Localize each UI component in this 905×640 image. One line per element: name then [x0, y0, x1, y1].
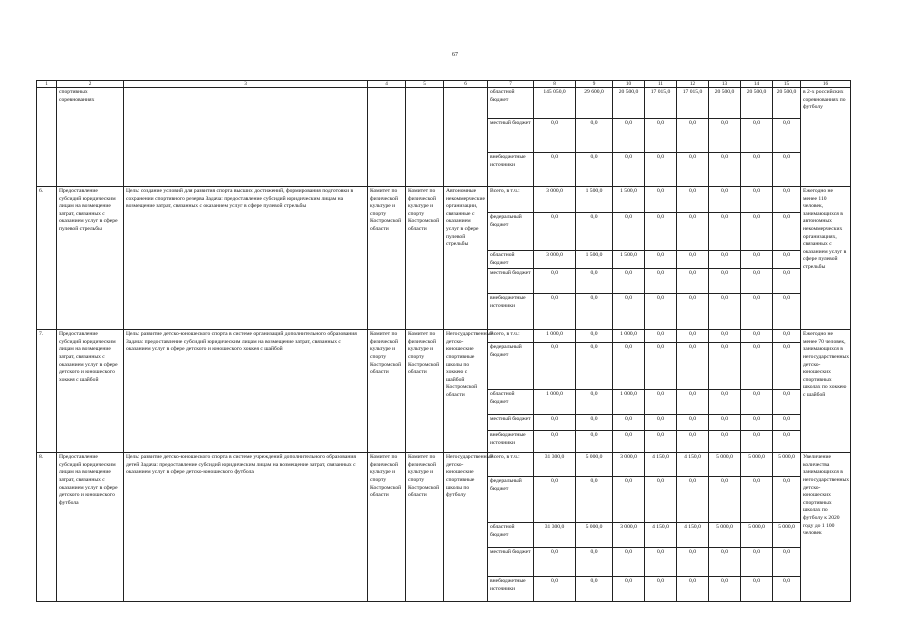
funding-source: Всего, в т.ч.:	[488, 330, 534, 343]
value-cell: 0,0	[677, 187, 709, 213]
value-cell: 0,0	[773, 415, 801, 431]
value-cell: 0,0	[613, 431, 645, 453]
header-row	[37, 81, 851, 88]
value-cell: 0,0	[576, 548, 613, 577]
value-cell: 0,0	[741, 330, 773, 343]
value-cell: 0,0	[645, 390, 677, 415]
value-cell: 17 015,0	[645, 88, 677, 119]
value-cell: 5 000,0	[741, 453, 773, 477]
measure-name	[57, 187, 124, 330]
value-cell: 0,0	[773, 119, 801, 153]
value-cell: 0,0	[645, 343, 677, 390]
value-cell: 0,0	[709, 390, 741, 415]
measure-description	[124, 88, 368, 187]
funding-source: местный бюджет	[488, 119, 534, 153]
value-cell: 0,0	[741, 153, 773, 187]
header-cell: 7	[488, 81, 534, 88]
value-cell: 0,0	[613, 294, 645, 330]
value-cell: 0,0	[741, 477, 773, 523]
value-cell: 0,0	[645, 294, 677, 330]
measure-name-text: спортивных соревнованиях	[59, 89, 95, 103]
funding-source: местный бюджет	[488, 269, 534, 294]
header-cell: 4	[368, 81, 406, 88]
value-cell: 0,0	[576, 577, 613, 602]
value-cell: 0,0	[613, 477, 645, 523]
value-cell: 0,0	[613, 577, 645, 602]
responsible-executor	[368, 453, 406, 602]
funding-source: федеральный бюджет	[488, 477, 534, 523]
header-cell: 8	[534, 81, 576, 88]
value-cell: 4 150,0	[645, 523, 677, 548]
funding-source: внебюджетные источники	[488, 577, 534, 602]
responsible-executor	[368, 88, 406, 187]
value-cell: 0,0	[645, 153, 677, 187]
recipient-text: Негосударственные детско-юношеские спортивные школы по хоккею с шайбой Костромской области	[446, 331, 493, 398]
funding-source: внебюджетные источники	[488, 431, 534, 453]
value-cell: 0,0	[677, 213, 709, 251]
co-executor	[406, 330, 444, 453]
measure-description-text: Цель: развитие детско-юношеского спорта в системе учреждений дополнительного образования детей Задача: предоставление субсидий юридическим лицам на возмещение затрат, связанных с оказанием услуг в сфере детско-юношеского футбола	[126, 454, 356, 476]
value-cell: 4 150,0	[677, 523, 709, 548]
funding-source: областной бюджет	[488, 251, 534, 269]
value-cell: 5 000,0	[709, 523, 741, 548]
value-cell: 0,0	[645, 415, 677, 431]
value-cell: 0,0	[677, 343, 709, 390]
funding-source: внебюджетные источники	[488, 153, 534, 187]
value-cell: 0,0	[709, 153, 741, 187]
value-cell: 3 000,0	[613, 453, 645, 477]
value-cell: 1 500,0	[613, 251, 645, 269]
value-cell: 0,0	[709, 577, 741, 602]
value-cell: 0,0	[741, 548, 773, 577]
row-number	[37, 453, 57, 602]
header-cell: 5	[406, 81, 444, 88]
row-number-text: 6.	[39, 188, 44, 194]
value-cell: 20 500,0	[709, 88, 741, 119]
table-row	[37, 187, 851, 213]
value-cell: 0,0	[613, 153, 645, 187]
row-number-text: 7.	[39, 331, 44, 338]
responsible-executor-text: Комитет по физической культуре и спорту Костромской области	[370, 331, 402, 376]
value-cell: 0,0	[709, 330, 741, 343]
value-cell: 29 600,0	[576, 88, 613, 119]
value-cell: 0,0	[534, 153, 576, 187]
page-number: 67	[452, 52, 458, 58]
measure-name-text: Предоставление субсидий юридическим лицам на возмещение затрат, связанных с оказанием услуг в сфере детского и юношеского футбола	[59, 454, 118, 506]
value-cell: 0,0	[709, 343, 741, 390]
table-row	[37, 453, 851, 477]
responsible-executor-text: Комитет по физической культуре и спорту Костромской области	[370, 188, 402, 232]
value-cell: 0,0	[576, 330, 613, 343]
header-cell: 15	[773, 81, 801, 88]
value-cell: 0,0	[576, 269, 613, 294]
value-cell: 1 000,0	[534, 390, 576, 415]
value-cell: 0,0	[677, 119, 709, 153]
funding-source: местный бюджет	[488, 548, 534, 577]
value-cell: 0,0	[741, 119, 773, 153]
row-number	[37, 88, 57, 187]
value-cell: 0,0	[677, 431, 709, 453]
funding-source: местный бюджет	[488, 415, 534, 431]
value-cell: 5 000,0	[773, 523, 801, 548]
value-cell: 0,0	[645, 213, 677, 251]
value-cell: 0,0	[741, 187, 773, 213]
header-cell: 1	[37, 81, 57, 88]
value-cell: 0,0	[709, 187, 741, 213]
value-cell: 0,0	[613, 269, 645, 294]
funding-source: внебюджетные источники	[488, 294, 534, 330]
value-cell: 0,0	[741, 431, 773, 453]
co-executor-text: Комитет по физической культуре и спорту Костромской области	[408, 331, 440, 376]
value-cell: 0,0	[576, 343, 613, 390]
co-executor	[406, 187, 444, 330]
value-cell: 0,0	[709, 415, 741, 431]
value-cell: 5 000,0	[773, 453, 801, 477]
value-cell: 0,0	[677, 269, 709, 294]
value-cell: 5 000,0	[741, 523, 773, 548]
value-cell: 31 300,0	[534, 523, 576, 548]
value-cell: 0,0	[645, 548, 677, 577]
header-cell: 10	[613, 81, 645, 88]
value-cell: 0,0	[576, 431, 613, 453]
value-cell: 0,0	[741, 390, 773, 415]
funding-source: областной бюджет	[488, 88, 534, 119]
value-cell: 0,0	[576, 390, 613, 415]
value-cell: 1 500,0	[576, 187, 613, 213]
header-cell: 11	[645, 81, 677, 88]
value-cell: 0,0	[576, 119, 613, 153]
expected-result: Увеличение количества занимающихся в негосударственных детско-юношеских спортивных школах по футболу к 2020 году до 1 100 человек	[801, 453, 851, 602]
responsible-executor	[368, 187, 406, 330]
value-cell: 0,0	[709, 294, 741, 330]
header-cell: 16	[801, 81, 851, 88]
value-cell: 0,0	[677, 153, 709, 187]
value-cell: 0,0	[709, 213, 741, 251]
responsible-executor	[368, 330, 406, 453]
measure-name-text: Предоставление субсидий юридическим лицам на возмещение затрат, связанных с оказанием услуг в сфере детского и юношеского хоккея с шайбой	[59, 331, 118, 383]
measure-name	[57, 453, 124, 602]
value-cell: 0,0	[645, 431, 677, 453]
value-cell: 0,0	[773, 330, 801, 343]
value-cell: 0,0	[773, 294, 801, 330]
value-cell: 0,0	[709, 251, 741, 269]
funding-source: областной бюджет	[488, 523, 534, 548]
value-cell: 0,0	[677, 294, 709, 330]
row-number-text: 8.	[39, 454, 44, 461]
header-cell: 6	[444, 81, 488, 88]
header-cell: 2	[57, 81, 124, 88]
measure-name-text: Предоставление субсидий юридическим лицам на возмещение затрат, связанных с оказанием услуг в сфере пулевой стрельбы	[59, 188, 118, 232]
value-cell: 0,0	[576, 213, 613, 251]
value-cell: 0,0	[773, 431, 801, 453]
value-cell: 4 150,0	[645, 453, 677, 477]
recipient	[444, 88, 488, 187]
value-cell: 0,0	[645, 269, 677, 294]
value-cell: 1 500,0	[576, 251, 613, 269]
expected-result: Ежегодно не менее 110 человек, занимающихся в автономных некоммерческих организациях, связанных с оказанием услуг в сфере пулевой стрельбы	[801, 187, 851, 330]
header-cell: 12	[677, 81, 709, 88]
header-cell: 9	[576, 81, 613, 88]
value-cell: 0,0	[645, 477, 677, 523]
value-cell: 17 015,0	[677, 88, 709, 119]
value-cell: 0,0	[534, 548, 576, 577]
value-cell: 0,0	[677, 390, 709, 415]
value-cell: 0,0	[576, 294, 613, 330]
funding-source: Всего, в т.ч.:	[488, 453, 534, 477]
recipient	[444, 330, 493, 453]
value-cell: 0,0	[613, 343, 645, 390]
table-row	[37, 330, 851, 343]
value-cell: 0,0	[677, 251, 709, 269]
value-cell: 20 500,0	[741, 88, 773, 119]
value-cell: 0,0	[534, 431, 576, 453]
value-cell: 0,0	[741, 577, 773, 602]
value-cell: 0,0	[709, 548, 741, 577]
value-cell: 1 000,0	[613, 330, 645, 343]
header-cell: 14	[741, 81, 773, 88]
value-cell: 0,0	[534, 119, 576, 153]
value-cell: 0,0	[645, 119, 677, 153]
value-cell: 3 000,0	[534, 187, 576, 213]
expected-result: в 2-х российских соревнованиях по футболу	[801, 88, 851, 187]
value-cell: 0,0	[773, 187, 801, 213]
value-cell: 0,0	[534, 477, 576, 523]
funding-source: Всего, в т.ч.:	[488, 187, 534, 213]
value-cell: 0,0	[709, 431, 741, 453]
value-cell: 0,0	[576, 477, 613, 523]
value-cell: 0,0	[709, 477, 741, 523]
value-cell: 0,0	[773, 251, 801, 269]
funding-source: областной бюджет	[488, 390, 534, 415]
measure-description	[124, 330, 368, 453]
value-cell: 5 000,0	[576, 523, 613, 548]
value-cell: 0,0	[576, 415, 613, 431]
value-cell: 5 000,0	[709, 453, 741, 477]
value-cell: 0,0	[576, 153, 613, 187]
value-cell: 1 500,0	[613, 187, 645, 213]
value-cell: 0,0	[677, 577, 709, 602]
program-table	[36, 80, 851, 602]
value-cell: 3 000,0	[534, 251, 576, 269]
value-cell: 5 000,0	[576, 453, 613, 477]
value-cell: 0,0	[645, 577, 677, 602]
row-number	[37, 330, 57, 453]
co-executor-text: Комитет по физической культуре и спорту Костромской области	[408, 188, 440, 232]
value-cell: 0,0	[773, 343, 801, 390]
value-cell: 0,0	[613, 119, 645, 153]
value-cell: 0,0	[534, 577, 576, 602]
value-cell: 0,0	[645, 251, 677, 269]
value-cell: 20 500,0	[613, 88, 645, 119]
value-cell: 0,0	[677, 477, 709, 523]
value-cell: 0,0	[677, 548, 709, 577]
value-cell: 0,0	[773, 213, 801, 251]
value-cell: 20 500,0	[773, 88, 801, 119]
expected-result: Ежегодно не менее 70 человек, занимающихся в негосударственных детско-юношеских спортивных школах по хоккею с шайбой	[801, 330, 851, 453]
value-cell: 0,0	[741, 343, 773, 390]
co-executor-text: Комитет по физической культуре и спорту Костромской области	[408, 454, 440, 499]
value-cell: 0,0	[773, 548, 801, 577]
header-cell: 3	[124, 81, 368, 88]
value-cell: 3 000,0	[613, 523, 645, 548]
measure-description	[124, 453, 368, 602]
funding-source: федеральный бюджет	[488, 343, 534, 390]
value-cell: 4 150,0	[677, 453, 709, 477]
measure-name	[57, 88, 124, 187]
value-cell: 145 050,0	[534, 88, 576, 119]
value-cell: 1 000,0	[534, 330, 576, 343]
value-cell: 0,0	[613, 548, 645, 577]
recipient	[444, 187, 488, 330]
header-cell: 13	[709, 81, 741, 88]
recipient-text: Негосударственные детско-юношеские спортивные школы по футболу	[446, 454, 493, 499]
recipient-text: Автономные некоммерческие организации, связанные с оказанием услуг в сфере пулевой стрельбы	[446, 188, 485, 248]
measure-description-text: Цель: создание условий для развития спорта высших достижений, формирования подготовки в сохранении спортивного резерва Задача: предоставление субсидий юридическим лицам на возмещение затрат, связанных с оказанием услуг в сфере пулевой стрельбы	[126, 188, 354, 210]
value-cell: 0,0	[534, 343, 576, 390]
value-cell: 0,0	[773, 477, 801, 523]
value-cell: 0,0	[773, 390, 801, 415]
measure-name	[57, 330, 124, 453]
value-cell: 0,0	[773, 269, 801, 294]
value-cell: 0,0	[534, 269, 576, 294]
value-cell: 0,0	[773, 153, 801, 187]
responsible-executor-text: Комитет по физической культуре и спорту Костромской области	[370, 454, 402, 499]
funding-source: федеральный бюджет	[488, 213, 534, 251]
value-cell: 0,0	[741, 269, 773, 294]
value-cell: 0,0	[613, 213, 645, 251]
row-number	[37, 187, 57, 330]
value-cell: 0,0	[645, 330, 677, 343]
value-cell: 0,0	[741, 294, 773, 330]
value-cell: 0,0	[709, 269, 741, 294]
value-cell: 0,0	[613, 415, 645, 431]
value-cell: 0,0	[741, 213, 773, 251]
value-cell: 31 300,0	[534, 453, 576, 477]
value-cell: 0,0	[677, 330, 709, 343]
co-executor	[406, 88, 444, 187]
value-cell: 0,0	[741, 251, 773, 269]
value-cell: 0,0	[534, 415, 576, 431]
value-cell: 0,0	[741, 415, 773, 431]
co-executor	[406, 453, 444, 602]
value-cell: 0,0	[677, 415, 709, 431]
measure-description-text: Цель: развитие детско-юношеского спорта в системе организаций дополнительного образования Задача: предоставление субсидий юридическим лицам на возмещение затрат, связанных с оказанием услуг в сфере детского и юношеского хоккея с шайбой	[126, 331, 357, 353]
measure-description	[124, 187, 368, 330]
value-cell: 0,0	[645, 187, 677, 213]
value-cell: 0,0	[709, 119, 741, 153]
value-cell: 0,0	[534, 294, 576, 330]
value-cell: 1 000,0	[613, 390, 645, 415]
value-cell: 0,0	[773, 577, 801, 602]
recipient	[444, 453, 493, 602]
value-cell: 0,0	[534, 213, 576, 251]
table-row	[37, 88, 851, 119]
